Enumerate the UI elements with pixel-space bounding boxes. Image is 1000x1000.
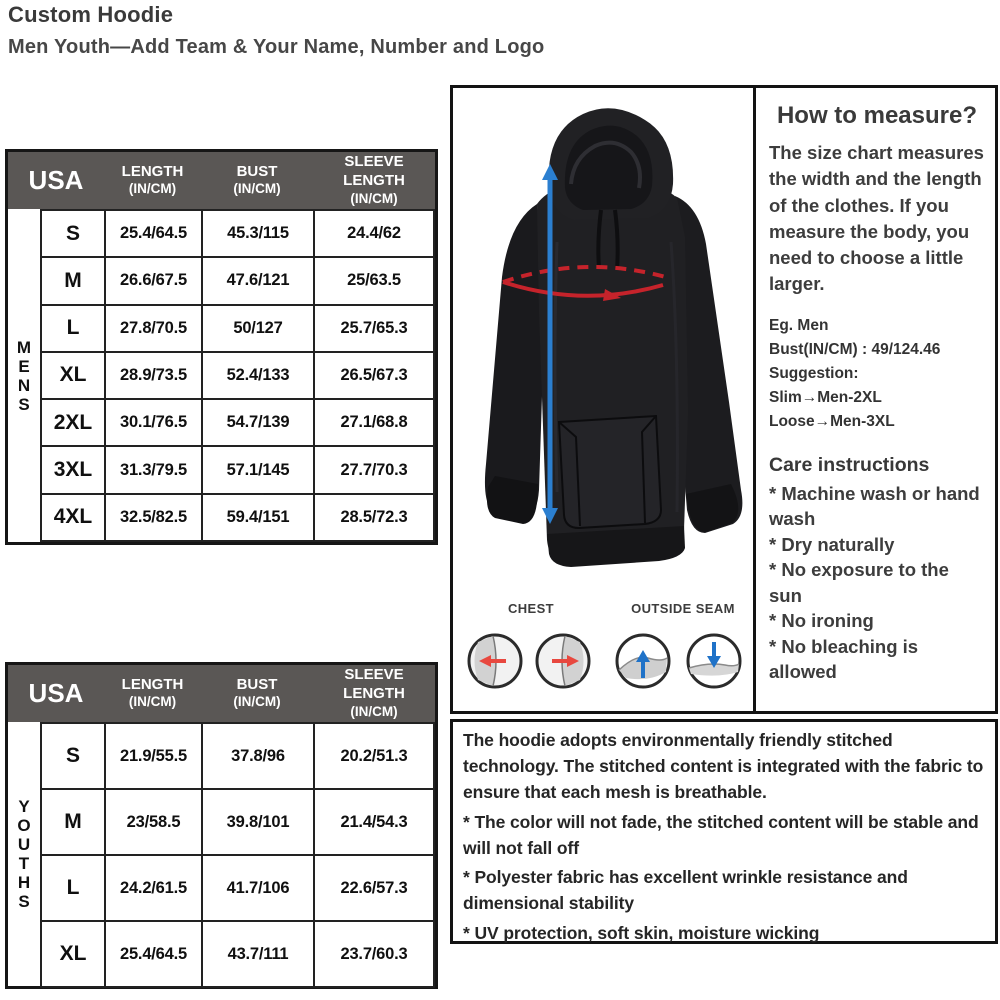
size-cell: S — [41, 723, 105, 789]
size-row — [41, 352, 434, 399]
sleeve-cell: 21.4/54.3 — [314, 789, 434, 855]
sleeve-cell: 27.7/70.3 — [314, 446, 434, 493]
size-row — [41, 921, 434, 987]
size-cell: M — [41, 257, 105, 304]
bust-cell: 54.7/139 — [202, 399, 314, 446]
bust-cell: 59.4/151 — [202, 494, 314, 541]
size-cell: 2XL — [41, 399, 105, 446]
size-cell: S — [41, 210, 105, 257]
size-row — [41, 210, 434, 257]
youths-size-table — [40, 722, 435, 988]
size-row — [41, 257, 434, 304]
group-label-youths: Y O U T H S — [17, 797, 31, 911]
sleeve-cell: 25/63.5 — [314, 257, 434, 304]
size-cell: L — [41, 305, 105, 352]
care-item: * No exposure to the sun — [769, 559, 949, 606]
size-row — [41, 494, 434, 541]
group-label-mens: M E N S — [16, 337, 32, 414]
mens-size-table — [40, 209, 435, 542]
length-cell: 26.6/67.5 — [105, 257, 202, 304]
size-cell: L — [41, 855, 105, 921]
bust-cell: 39.8/101 — [202, 789, 314, 855]
description-line: * UV protection, soft skin, moisture wicking — [463, 923, 820, 944]
length-cell: 30.1/76.5 — [105, 399, 202, 446]
outside-seam-label: OUTSIDE SEAM — [631, 601, 735, 616]
size-suggestion-example: Eg. Men Bust(IN/CM) : 49/124.46 Suggestion: Slim→Men-2XL Loose→Men-3XL — [769, 316, 941, 430]
size-row — [41, 446, 434, 493]
bust-cell: 43.7/111 — [202, 921, 314, 987]
sleeve-cell: 26.5/67.3 — [314, 352, 434, 399]
chest-measure-icon-left — [466, 632, 524, 690]
measure-section — [450, 85, 998, 714]
length-cell: 23/58.5 — [105, 789, 202, 855]
youths-size-chart — [5, 662, 438, 989]
length-cell: 24.2/61.5 — [105, 855, 202, 921]
size-row — [41, 723, 434, 789]
seam-measure-icon-down — [685, 632, 743, 690]
hoodie-photo — [453, 92, 753, 598]
bust-cell: 57.1/145 — [202, 446, 314, 493]
size-row — [41, 305, 434, 352]
column-header-bust: BUST (IN/CM) — [233, 162, 281, 197]
how-to-measure-panel — [756, 88, 995, 711]
length-cell: 25.4/64.5 — [105, 921, 202, 987]
bust-cell: 45.3/115 — [202, 210, 314, 257]
size-cell: XL — [41, 921, 105, 987]
region-header: USA — [28, 678, 84, 708]
mens-chart-header — [8, 152, 435, 209]
size-cell: 4XL — [41, 494, 105, 541]
care-item: * Machine wash or hand wash — [769, 482, 980, 530]
column-header-sleeve: SLEEVE LENGTH (IN/CM) — [343, 153, 405, 206]
care-item: * Dry naturally — [769, 533, 895, 555]
length-cell: 28.9/73.5 — [105, 352, 202, 399]
size-row — [41, 789, 434, 855]
size-cell: XL — [41, 352, 105, 399]
bust-cell: 50/127 — [202, 305, 314, 352]
size-row — [41, 855, 434, 921]
care-instructions-list — [769, 481, 985, 685]
mens-size-chart — [5, 149, 438, 545]
care-instructions-heading: Care instructions — [769, 453, 930, 476]
bust-cell: 37.8/96 — [202, 723, 314, 789]
length-cell: 31.3/79.5 — [105, 446, 202, 493]
product-description-box — [450, 719, 998, 944]
length-cell: 25.4/64.5 — [105, 210, 202, 257]
bust-cell: 41.7/106 — [202, 855, 314, 921]
chest-label: CHEST — [507, 601, 555, 616]
page-title: Custom Hoodie — [8, 2, 174, 27]
length-cell: 32.5/82.5 — [105, 494, 202, 541]
length-cell: 21.9/55.5 — [105, 723, 202, 789]
bust-cell: 47.6/121 — [202, 257, 314, 304]
description-line: * The color will not fade, the stitched content will be stable and will not fall off — [463, 811, 979, 858]
chest-measure-icon-right — [534, 632, 592, 690]
care-item: * No ironing — [769, 610, 874, 632]
how-to-measure-heading: How to measure? — [776, 102, 978, 129]
youths-chart-header — [8, 665, 435, 722]
column-header-length: LENGTH (IN/CM) — [121, 162, 184, 197]
description-line: The hoodie adopts environmentally friendly stitched technology. The stitched content is integrated with the fabric to ensure that each mesh is breathable. — [463, 730, 984, 802]
page-subtitle: Men Youth—Add Team & Your Name, Number and Logo — [8, 36, 545, 58]
hoodie-image-panel — [453, 88, 756, 711]
sleeve-cell: 28.5/72.3 — [314, 494, 434, 541]
how-to-measure-body: The size chart measures the width and the length of the clothes. If you measure the body, you need to choose a little larger. — [769, 142, 984, 295]
column-header-length: LENGTH (IN/CM) — [121, 675, 184, 710]
sleeve-cell: 24.4/62 — [314, 210, 434, 257]
description-line: * Polyester fabric has excellent wrinkle resistance and dimensional stability — [463, 867, 908, 914]
size-cell: 3XL — [41, 446, 105, 493]
region-header: USA — [28, 165, 84, 195]
sleeve-cell: 23.7/60.3 — [314, 921, 434, 987]
care-item: * No bleaching is allowed — [769, 635, 919, 683]
bust-cell: 52.4/133 — [202, 352, 314, 399]
sleeve-cell: 25.7/65.3 — [314, 305, 434, 352]
seam-measure-icon-up — [614, 632, 672, 690]
size-cell: M — [41, 789, 105, 855]
size-row — [41, 399, 434, 446]
sleeve-cell: 27.1/68.8 — [314, 399, 434, 446]
sleeve-cell: 20.2/51.3 — [314, 723, 434, 789]
column-header-bust: BUST (IN/CM) — [233, 675, 281, 710]
length-cell: 27.8/70.5 — [105, 305, 202, 352]
sleeve-cell: 22.6/57.3 — [314, 855, 434, 921]
column-header-sleeve: SLEEVE LENGTH (IN/CM) — [343, 666, 405, 719]
